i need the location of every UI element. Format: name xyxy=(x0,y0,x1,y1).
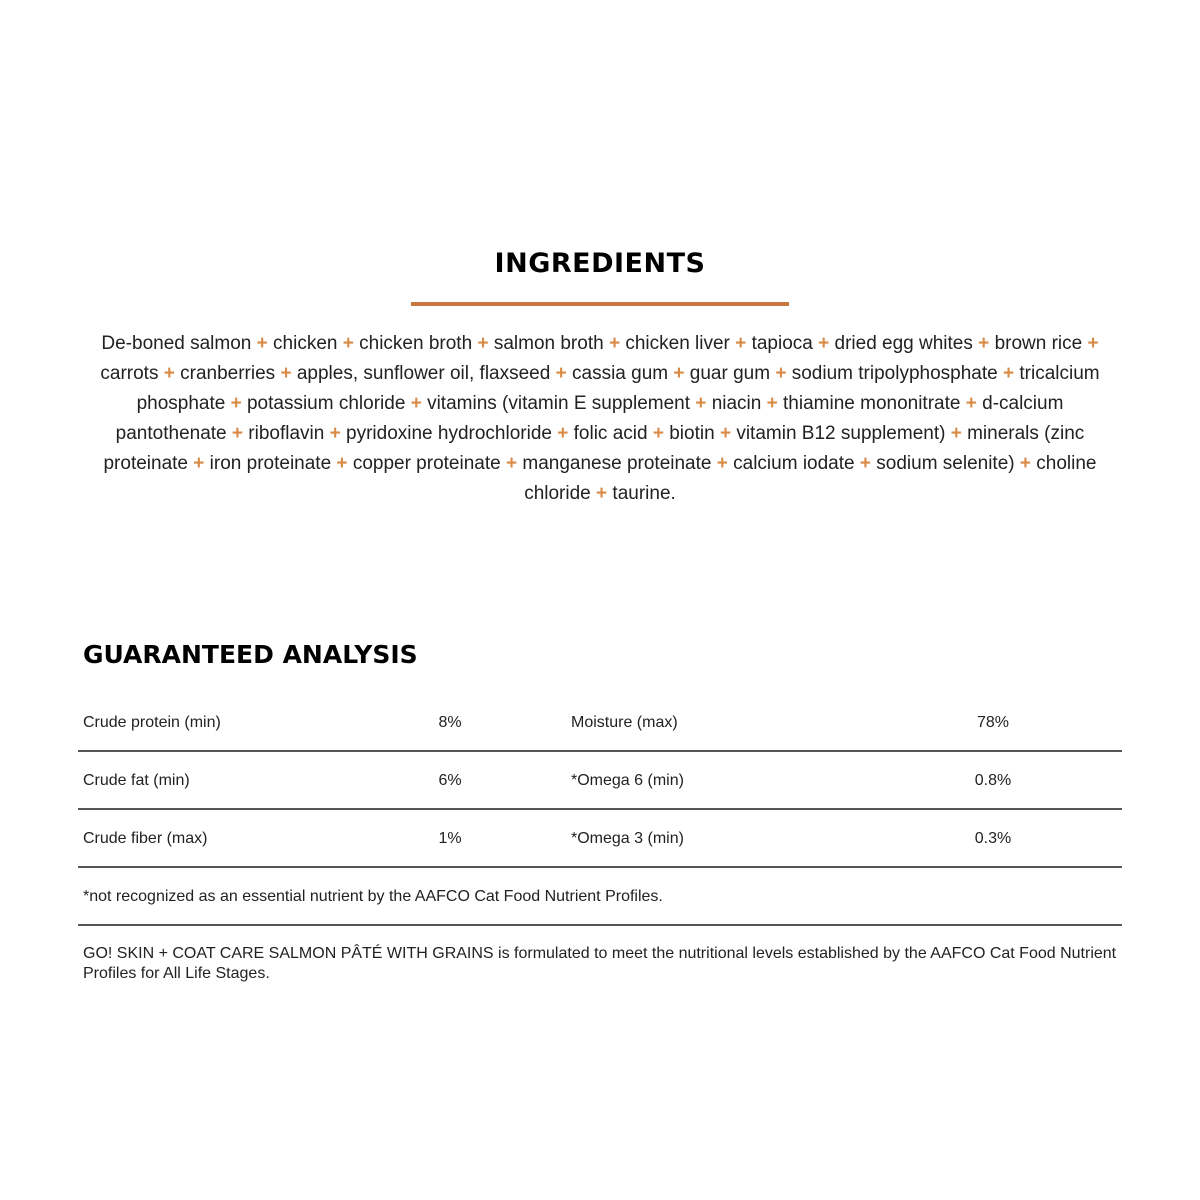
ingredients-title: INGREDIENTS xyxy=(494,248,706,279)
ingredient-item: cassia gum xyxy=(572,363,669,384)
plus-separator-icon: + xyxy=(342,333,354,354)
ingredient-item: iron proteinate xyxy=(209,453,332,474)
nutrient-value: 6% xyxy=(438,772,462,789)
ingredient-item: vitamin B12 supplement) xyxy=(736,423,946,444)
nutrient-value: 1% xyxy=(438,830,462,847)
table-row xyxy=(78,752,1122,810)
ingredient-item: potassium chloride xyxy=(246,393,406,414)
ingredient-item: sodium tripolyphosphate xyxy=(791,363,998,384)
ingredient-item: sodium selenite) xyxy=(876,453,1015,474)
plus-separator-icon: + xyxy=(719,423,732,444)
nutrient-value: 78% xyxy=(976,714,1010,731)
plus-separator-icon: + xyxy=(280,363,292,384)
plus-separator-icon: + xyxy=(1002,363,1015,384)
ingredient-item: vitamins (vitamin E supplement xyxy=(427,393,691,414)
ingredient-item: chicken broth xyxy=(359,333,473,354)
ingredient-item: chicken liver xyxy=(625,333,730,354)
ingredient-item: choline chloride xyxy=(524,453,1097,504)
nutrient-label: Crude fat (min) xyxy=(83,772,190,789)
ingredient-item: brown rice xyxy=(994,333,1083,354)
nutrient-value: 0.8% xyxy=(974,772,1012,789)
guaranteed-analysis-title: GUARANTEED ANALYSIS xyxy=(83,640,418,669)
plus-separator-icon: + xyxy=(695,393,707,414)
ingredients-list xyxy=(90,329,1110,509)
ingredient-item: tapioca xyxy=(751,333,813,354)
ingredient-item: salmon broth xyxy=(493,333,604,354)
plus-separator-icon: + xyxy=(735,333,747,354)
plus-separator-icon: + xyxy=(859,453,871,474)
plus-separator-icon: + xyxy=(775,363,787,384)
plus-separator-icon: + xyxy=(505,453,518,474)
nutrient-label: Crude fiber (max) xyxy=(83,830,208,847)
plus-separator-icon: + xyxy=(231,423,244,444)
ingredient-item: carrots xyxy=(100,363,159,384)
plus-separator-icon: + xyxy=(1019,453,1031,474)
plus-separator-icon: + xyxy=(1087,333,1099,354)
plus-separator-icon: + xyxy=(163,363,175,384)
ingredients-divider xyxy=(411,302,789,306)
nutrient-value: 0.3% xyxy=(974,830,1012,847)
plus-separator-icon: + xyxy=(965,393,977,414)
ingredient-item: manganese proteinate xyxy=(522,453,712,474)
plus-separator-icon: + xyxy=(477,333,489,354)
plus-separator-icon: + xyxy=(608,333,621,354)
nutrient-value: 8% xyxy=(438,714,462,731)
plus-separator-icon: + xyxy=(596,483,608,504)
analysis-table xyxy=(78,694,1122,926)
plus-separator-icon: + xyxy=(950,423,962,444)
plus-separator-icon: + xyxy=(766,393,778,414)
ingredient-item: niacin xyxy=(711,393,762,414)
table-row xyxy=(78,694,1122,752)
ingredient-item: riboflavin xyxy=(248,423,325,444)
plus-separator-icon: + xyxy=(555,363,567,384)
ingredient-item: biotin xyxy=(669,423,715,444)
plus-separator-icon: + xyxy=(410,393,422,414)
ingredient-item: tricalcium phosphate xyxy=(136,363,1100,414)
nutrient-label: Moisture (max) xyxy=(571,714,678,731)
plus-separator-icon: + xyxy=(716,453,728,474)
plus-separator-icon: + xyxy=(230,393,242,414)
plus-separator-icon: + xyxy=(652,423,664,444)
ingredient-item: minerals (zinc proteinate xyxy=(103,423,1085,474)
aafco-statement: GO! SKIN + COAT CARE SALMON PÂTÉ WITH GRAINS is formulated to meet the nutritional levels established by the AAFCO Cat Food Nutrient Profiles for All Life Stages. xyxy=(83,945,1117,982)
ingredient-item: taurine. xyxy=(612,483,676,504)
plus-separator-icon: + xyxy=(818,333,830,354)
plus-separator-icon: + xyxy=(978,333,990,354)
ingredient-item: folic acid xyxy=(573,423,648,444)
ingredient-item: pyridoxine hydrochloride xyxy=(346,423,552,444)
ingredient-item: guar gum xyxy=(689,363,771,384)
table-row xyxy=(78,810,1122,868)
ingredient-item: chicken xyxy=(273,333,338,354)
ingredient-item: dried egg whites xyxy=(834,333,973,354)
nutrient-label: Crude protein (min) xyxy=(83,714,221,731)
footnote: *not recognized as an essential nutrient by the AAFCO Cat Food Nutrient Profiles. xyxy=(83,888,663,905)
plus-separator-icon: + xyxy=(256,333,268,354)
ingredient-item: apples, sunflower oil, flaxseed xyxy=(296,363,551,384)
plus-separator-icon: + xyxy=(336,453,348,474)
plus-separator-icon: + xyxy=(673,363,685,384)
nutrient-label: *Omega 6 (min) xyxy=(571,772,684,789)
ingredient-item: d-calcium pantothenate xyxy=(115,393,1064,444)
nutrient-label: *Omega 3 (min) xyxy=(571,830,684,847)
ingredient-item: thiamine mononitrate xyxy=(783,393,961,414)
ingredient-item: cranberries xyxy=(180,363,276,384)
plus-separator-icon: + xyxy=(193,453,205,474)
plus-separator-icon: + xyxy=(557,423,569,444)
footnote-row xyxy=(78,868,1122,926)
plus-separator-icon: + xyxy=(329,423,341,444)
ingredient-item: copper proteinate xyxy=(352,453,501,474)
ingredient-item: calcium iodate xyxy=(733,453,855,474)
ingredient-item: De-boned salmon xyxy=(101,333,252,354)
